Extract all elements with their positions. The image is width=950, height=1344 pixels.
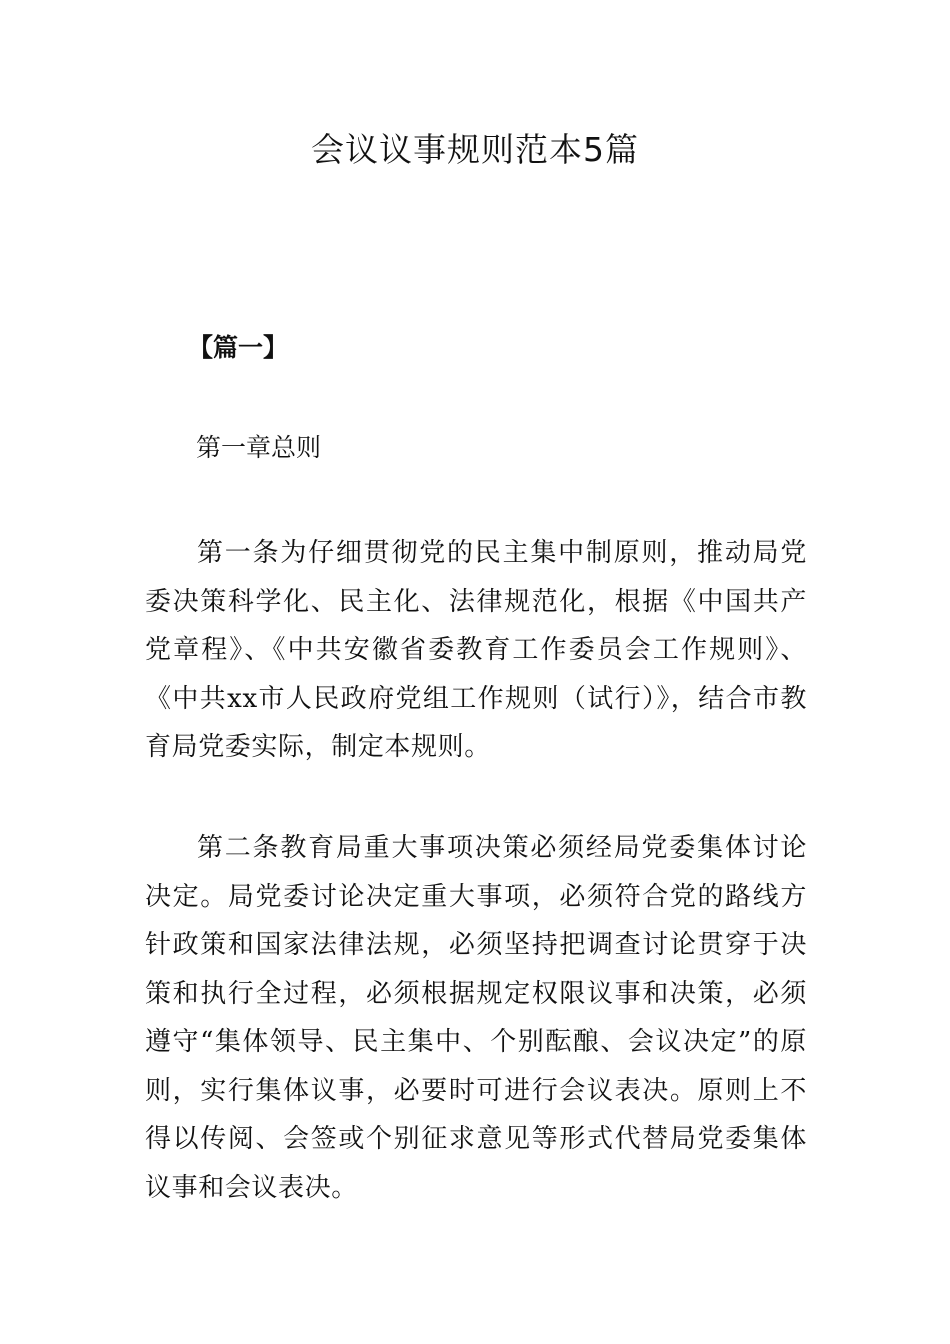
chapter-title: 第一章总则 xyxy=(196,433,322,462)
article-paragraph-2: 第二条教育局重大事项决策必须经局党委集体讨论决定。局党委讨论决定重大事项，必须符合党的路线方针政策和国家法律法规，必须坚持把调查讨论贯穿于决策和执行全过程，必须根据规定权限议事和决策，必须遵守“集体领导、民主集中、个别酝酿、会议决定”的原则，实行集体议事，必要时可进行会议表决。原则上不得以传阅、会签或个别征求意见等形式代替局党委集体议事和会议表决。 xyxy=(145,833,807,1203)
section-label: 【篇一】 xyxy=(188,333,289,362)
article-paragraph-1: 第一条为仔细贯彻党的民主集中制原则，推动局党委决策科学化、民主化、法律规范化，根据《中国共产党章程》、《中共安徽省委教育工作委员会工作规则》、《中共xx市人民政府党组工作规则（试行）》，结合市教育局党委实际，制定本规则。 xyxy=(145,538,807,762)
document-title: 会议议事规则范本5篇 xyxy=(311,130,639,169)
